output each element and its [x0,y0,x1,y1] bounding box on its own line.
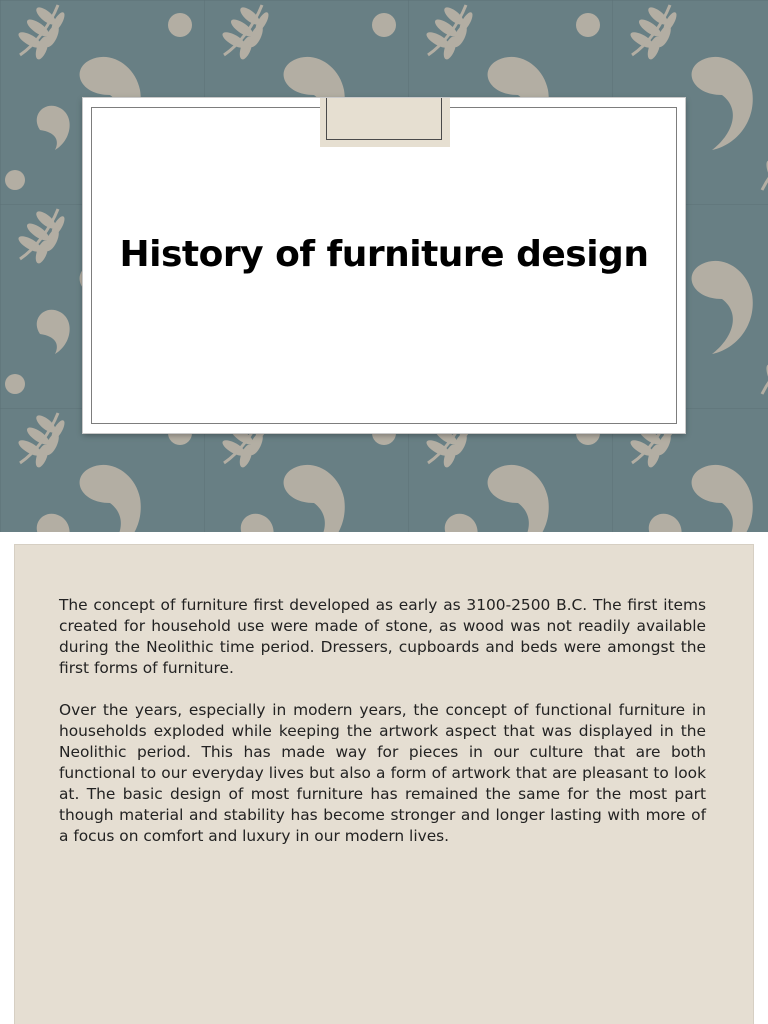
title-card-tab-border [326,98,442,140]
title-card-tab [320,98,450,147]
paragraph-1: The concept of furniture first developed as early as 3100-2500 B.C. The first items created for household use were made of stone, as wood was not readily available during the Neolithic time period. Dressers, cupboards and beds were amongst the first forms of furniture. [59,596,706,677]
body-text [59,595,706,868]
text-slide [14,544,754,1024]
slide-title: History of furniture design [119,234,649,275]
paragraph-2: Over the years, especially in modern years, the concept of functional furniture in households exploded while keeping the artwork aspect that was displayed in the Neolithic period. This has made way for pieces in our culture that are both functional to our everyday lives but also a form of artwork that are pleasant to look at. The basic design of most furniture has remained the same for the most part though material and stability has become stronger and longer lasting with more of a focus on comfort and luxury in our modern lives. [59,701,706,845]
